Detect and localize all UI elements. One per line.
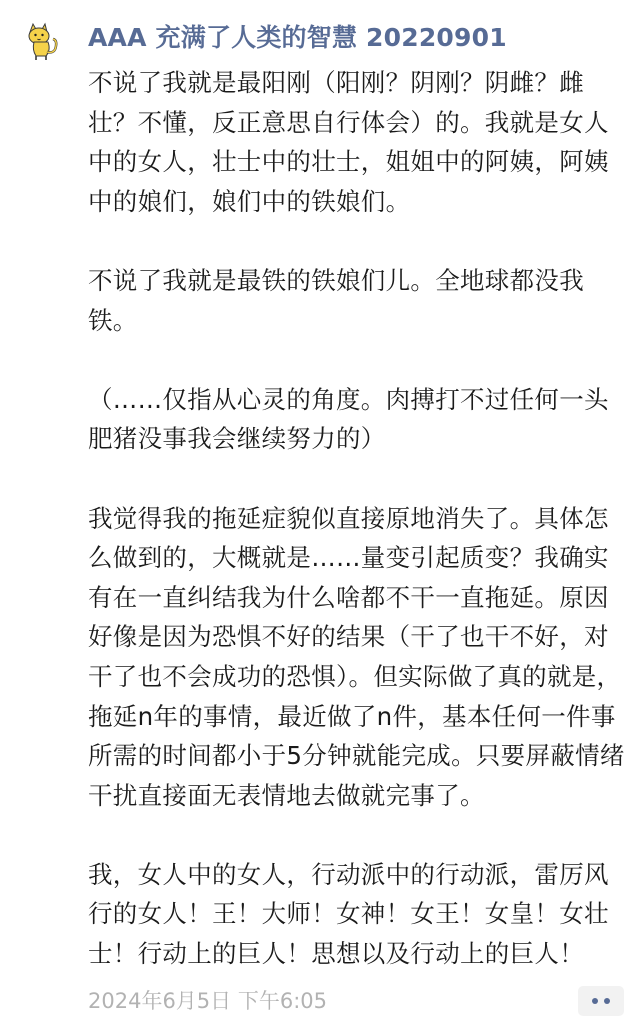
post-timestamp: 2024年6月5日 下午6:05 [88, 989, 327, 1013]
post-paragraph-4: 我觉得我的拖延症貌似直接原地消失了。具体怎么做到的，大概就是……量变引起质变？我确实有在一直纠结我为什么啥都不干一直拖延。原因好像是因为恐惧不好的结果（干了也干不好，对干了也不会成功的恐惧）。但实际做了真的就是，拖延n年的事情，最近做了n件，基本任何一件事所需的时间都小于5分钟就能完成。只要屏蔽情绪干扰直接面无表情地去做就完事了。 [88, 503, 625, 810]
post-paragraph-1: 不说了我就是最阳刚（阳刚？阴刚？阴雌？雌壮？不懂，反正意思自行体会）的。我就是女人中的女人，壮士中的壮士，姐姐中的阿姨，阿姨中的娘们，娘们中的铁娘们。 [88, 68, 609, 216]
dot [592, 998, 598, 1004]
more-dots-icon [592, 998, 610, 1004]
post-paragraph-2: 不说了我就是最铁的铁娘们儿。全地球都没我铁。 [88, 265, 584, 335]
avatar[interactable] [22, 20, 66, 64]
post-paragraph-5: 我，女人中的女人，行动派中的行动派，雷厉风行的女人！王！大师！女神！女王！女皇！女壮士！行动上的巨人！思想以及行动上的巨人！ [88, 859, 609, 969]
cat-icon [22, 20, 66, 64]
post-body [88, 63, 633, 974]
post-paragraph-3: （……仅指从心灵的角度。肉搏打不过任何一头肥猪没事我会继续努力的） [88, 384, 609, 454]
dot [604, 998, 610, 1004]
more-button[interactable] [578, 986, 624, 1016]
author-name[interactable]: AAA 充满了人类的智慧 20220901 [88, 23, 507, 52]
